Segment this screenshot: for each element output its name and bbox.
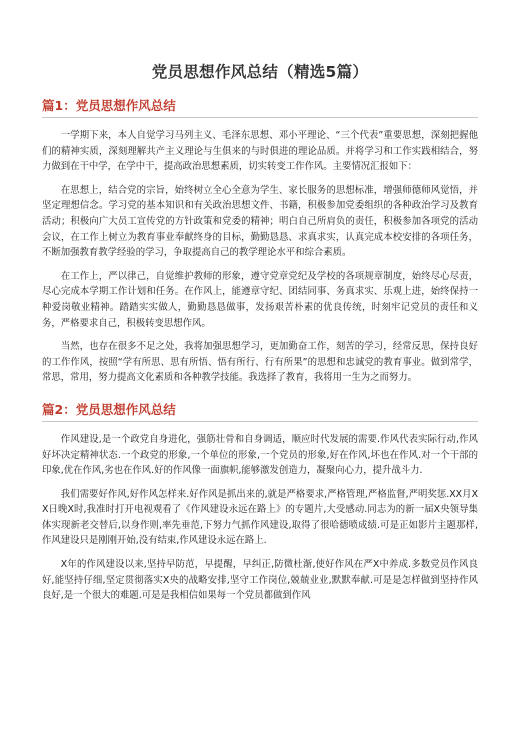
- section-1-paragraph-2: 在思想上，结合党的宗旨，始终树立全心全意为学生、家长服务的思想标准，增强师德师风觉悟，并坚定理想信念。学习党的基本知识和有关政治思想文件、书籍，积极参加党委组织的各种政治学习及教育活动；积极向广大员工宣传党的方针政策和党委的精神；明白自己所肩负的责任，积极参加各项党的活动会议，在工作上树立为教育事业奉献终身的目标，勤勤恳恳、求真求实，认真完成本校安排的各项任务，不断加强教育教学经验的学习，争取提高自己的教学理论水平和综合素质。: [42, 184, 478, 259]
- section-1-paragraph-1: 一学期下来，本人自觉学习马列主义、毛泽东思想、邓小平理论、“三个代表”重要思想，深刻把握他们的精神实质，深刻理解共产主义理论与生俱来的与时俱进的理论品质。并将学习和工作实践相结合，努力做到在干中学，在学中干，提高政治思想素质，切实转变工作作风。主要情况汇报如下：: [42, 130, 478, 173]
- page-title: 党员思想作风总结（精选5篇）: [151, 63, 369, 81]
- section-1-paragraph-3: 在工作上，严以律己，自觉维护教师的形象，遵守党章党纪及学校的各项规章制度，始终尽心尽责，尽心完成本学期工作计划和任务。在作风上，能遵章守纪、团结同事、务真求实、乐观上进，始终保持一种爱岗敬业精神。踏踏实实做人，勤勤恳恳做事，发扬艰苦朴素的优良传统，时刻牢记党员的责任和义务，严格要求自己，积极转变思想作风。: [42, 270, 478, 329]
- section-2-paragraph-3: X年的作风建设以来,坚持早防范，早提醒，早纠正,防微杜渐,使好作风在严X中养成.多数党员作风良好,能坚持仔细,坚定贯彻落实X央的战略安排,坚守工作岗位,兢兢业业,默默奉献.可是是怎样做到坚持作风良好,是一个很大的难题.可是是我相信如果每一个党员都做到作风: [42, 559, 478, 602]
- section-heading-2: 篇2：党员思想作风总结: [42, 400, 478, 422]
- section-2-paragraph-1: 作风建设,是一个政党自身进化，强筋壮骨和自身调适，顺应时代发展的需要.作风代表实际行动,作风好坏决定精神状态.一个政党的形象,一个单位的形象,一个党员的形象,好在作风,坏也在作风.对一个干部的印象,优在作风,劣也在作风.好的作风像一面旗帜,能够激发创造力，凝聚向心力，提升战斗力.: [42, 433, 478, 477]
- section-1-paragraph-4: 当然，也存在很多不足之处，我将加强思想学习，更加勤奋工作，刻苦的学习，经常反思，保持良好的工作作风，按照“学有所思、思有所悟、悟有所行、行有所果”的思想和忠诚党的教育事业。做到常学，常思，常用，努力提高文化素质和各种教学技能。我选择了教育，我将用一生为之而努力。: [42, 341, 478, 384]
- section-heading-1: 篇1：党员思想作风总结: [42, 96, 478, 118]
- section-2-paragraph-2: 我们需要好作风,好作风怎样来.好作风是抓出来的,就是严格要求,严格管理,严格监督,严明奖惩.XX月XX日晚X时,我准时打开电视观看了《作风建设永远在路上》的专题片,大受感动.同志为的新一届X央领导集体实现新老交替后,以身作则,率先垂范,下努力气抓作风建设,取得了很哈德喷成绩.可是正如影片主题那样,作风建设只是刚刚开始,没有结束,作风建设永远在路上.: [42, 488, 478, 547]
